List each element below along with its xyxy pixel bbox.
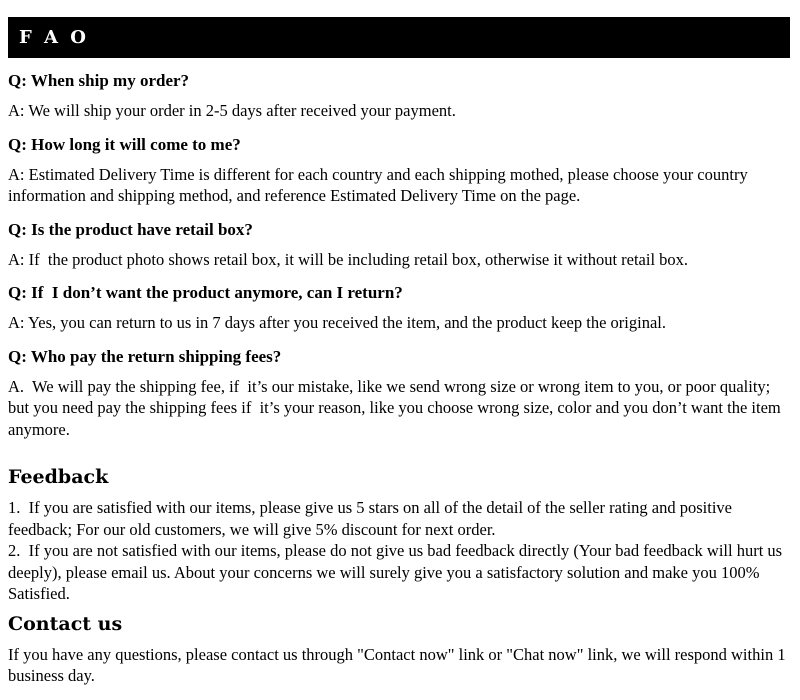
- faq-question: Q: If I don’t want the product anymore, can I return?: [8, 283, 403, 302]
- contact-heading: Contact us: [8, 612, 123, 635]
- faq-item: [8, 347, 788, 441]
- contact-section: [8, 613, 788, 687]
- faq-header-bar: [8, 17, 790, 58]
- header-bar-wrapper: [0, 0, 800, 58]
- feedback-item-1: 1. If you are satisfied with our items, please give us 5 stars on all of the detail of the seller rating and positive feedback; For our old customers, we will give 5% discount for next order.: [8, 498, 737, 539]
- feedback-heading: Feedback: [8, 466, 109, 488]
- feedback-item-2: 2. If you are not satisfied with our items, please do not give us bad feedback directly (Your bad feedback will hurt us deeply), please email us. About your concerns we will surely give you a satisfactory solution and make you 100% Satisfied.: [8, 541, 787, 603]
- faq-answer: A: Yes, you can return to us in 7 days after you received the item, and the product keep the original.: [8, 313, 666, 332]
- content-area: [0, 71, 800, 687]
- contact-body: If you have any questions, please contact us through "Contact now" link or "Chat now" link, we will respond within 1 business day.: [8, 644, 790, 685]
- faq-item: [8, 135, 788, 207]
- faq-question: Q: When ship my order?: [8, 71, 190, 90]
- faq-item: [8, 220, 788, 271]
- faq-answer: A: If the product photo shows retail box, it will be including retail box, otherwise it without retail box.: [8, 249, 689, 269]
- feedback-section: [8, 466, 788, 605]
- faq-question: Q: Is the product have retail box?: [8, 219, 253, 239]
- faq-header-title: F A O: [19, 27, 89, 48]
- faq-item: [8, 71, 788, 122]
- faq-answer: A: We will ship your order in 2-5 days after received your payment.: [8, 101, 456, 120]
- faq-answer: A. We will pay the shipping fee, if it’s our mistake, like we send wrong size or wrong item to you, or poor quality; but you need pay the shipping fees if it’s your reason, like you choose wrong size, color and you don’t want the item anymore.: [8, 376, 785, 439]
- faq-question: Q: Who pay the return shipping fees?: [8, 346, 282, 366]
- faq-question: Q: How long it will come to me?: [8, 134, 241, 154]
- faq-answer: A: Estimated Delivery Time is different for each country and each shipping mothed, please choose your country information and shipping method, and reference Estimated Delivery Time on the page.: [8, 164, 752, 205]
- faq-item: [8, 283, 788, 334]
- faq-section: [8, 71, 788, 440]
